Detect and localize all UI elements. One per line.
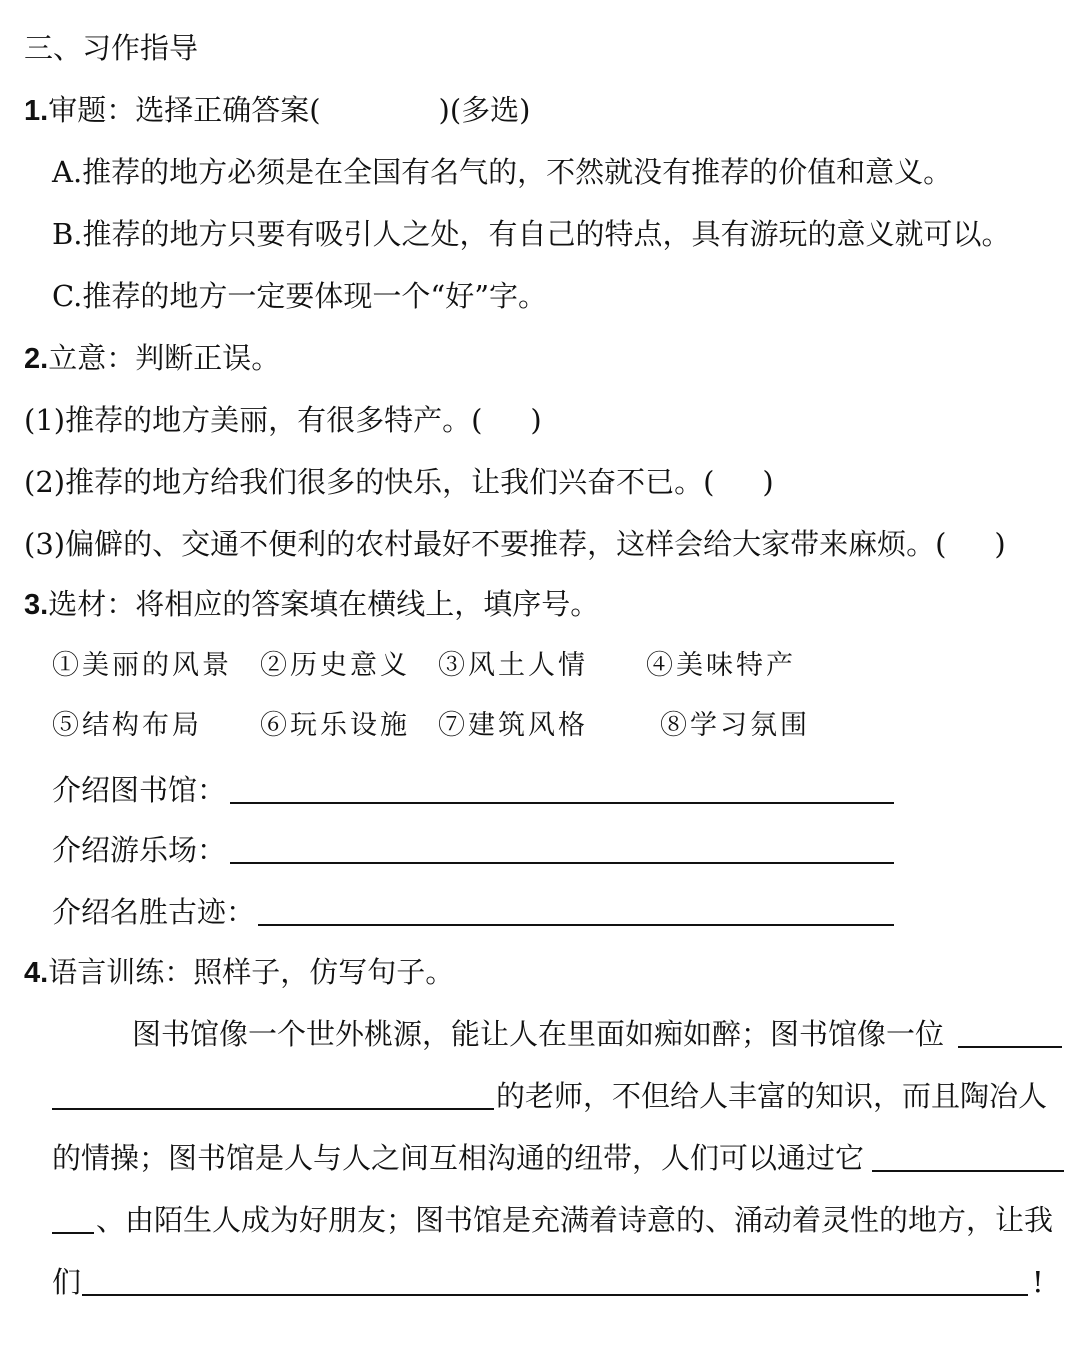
q4-paragraph-line-3: 的情操；图书馆是人与人之间互相沟通的纽带，人们可以通过它 — [52, 1141, 865, 1175]
q1-stem — [24, 90, 530, 130]
q4-paragraph-line-1: 图书馆像一个世外桃源，能让人在里面如痴如醉；图书馆像一位 — [132, 1017, 945, 1051]
q3-choice-5: ⑤结构布局 — [52, 710, 202, 741]
q2-item-3: (3)偏僻的、交通不便利的农村最好不要推荐，这样会给大家带来麻烦。( ) — [24, 527, 1006, 561]
q3-fill-park-line[interactable] — [230, 862, 894, 864]
q1-option-a: A.推荐的地方必须是在全国有名气的，不然就没有推荐的价值和意义。 — [52, 155, 953, 189]
q3-number: 3. — [24, 589, 49, 621]
q2-number: 2. — [24, 343, 49, 375]
q3-fill-sites-line[interactable] — [258, 924, 894, 926]
q3-fill-park-label: 介绍游乐场： — [52, 833, 227, 867]
q4-stem: 4.语言训练：照样子，仿写句子。 — [24, 955, 455, 989]
q2-item-1: (1)推荐的地方美丽，有很多特产。( ) — [24, 403, 542, 437]
q4-exclamation: ! — [1032, 1265, 1044, 1299]
q3-fill-library-label: 介绍图书馆： — [52, 773, 227, 807]
q3-fill-sites-label: 介绍名胜古迹： — [52, 895, 256, 929]
q3-stem: 3.选材：将相应的答案填在横线上，填序号。 — [24, 587, 600, 621]
q1-number: 1. — [24, 95, 49, 127]
q3-fill-library-line[interactable] — [230, 802, 894, 804]
q3-choice-1: ①美丽的风景 — [52, 650, 232, 681]
q4-paragraph-line-4: 、由陌生人成为好朋友；图书馆是充满着诗意的、涌动着灵性的地方，让我 — [96, 1203, 1054, 1237]
q4-paragraph-line-2: 的老师，不但给人丰富的知识，而且陶冶人 — [496, 1079, 1048, 1113]
q1-stem-suffix: )(多选) — [438, 93, 531, 127]
q4-blank-4[interactable] — [52, 1232, 94, 1234]
q3-choice-7: ⑦建筑风格 — [438, 710, 588, 741]
q4-blank-5[interactable] — [82, 1294, 1028, 1296]
q1-stem-text: 审题：选择正确答案( — [48, 93, 321, 127]
section-title: 三、习作指导 — [24, 31, 199, 65]
q2-item-2: (2)推荐的地方给我们很多的快乐，让我们兴奋不已。( ) — [24, 465, 774, 499]
q3-choice-2: ②历史意义 — [260, 650, 410, 681]
q1-option-b: B.推荐的地方只要有吸引人之处，有自己的特点，具有游玩的意义就可以。 — [52, 217, 1011, 251]
q4-blank-2[interactable] — [52, 1108, 494, 1110]
q4-number: 4. — [24, 957, 49, 989]
q4-paragraph-line-5: 们 — [52, 1265, 82, 1299]
q3-choice-4: ④美味特产 — [646, 650, 796, 681]
q4-blank-3[interactable] — [872, 1170, 1064, 1172]
q3-choice-3: ③风土人情 — [438, 650, 588, 681]
q3-choice-6: ⑥玩乐设施 — [260, 710, 410, 741]
q2-stem: 2.立意：判断正误。 — [24, 341, 281, 375]
q1-option-c: C.推荐的地方一定要体现一个“好”字。 — [52, 279, 548, 313]
q3-choice-8: ⑧学习氛围 — [660, 710, 810, 741]
q4-blank-1[interactable] — [958, 1046, 1062, 1048]
